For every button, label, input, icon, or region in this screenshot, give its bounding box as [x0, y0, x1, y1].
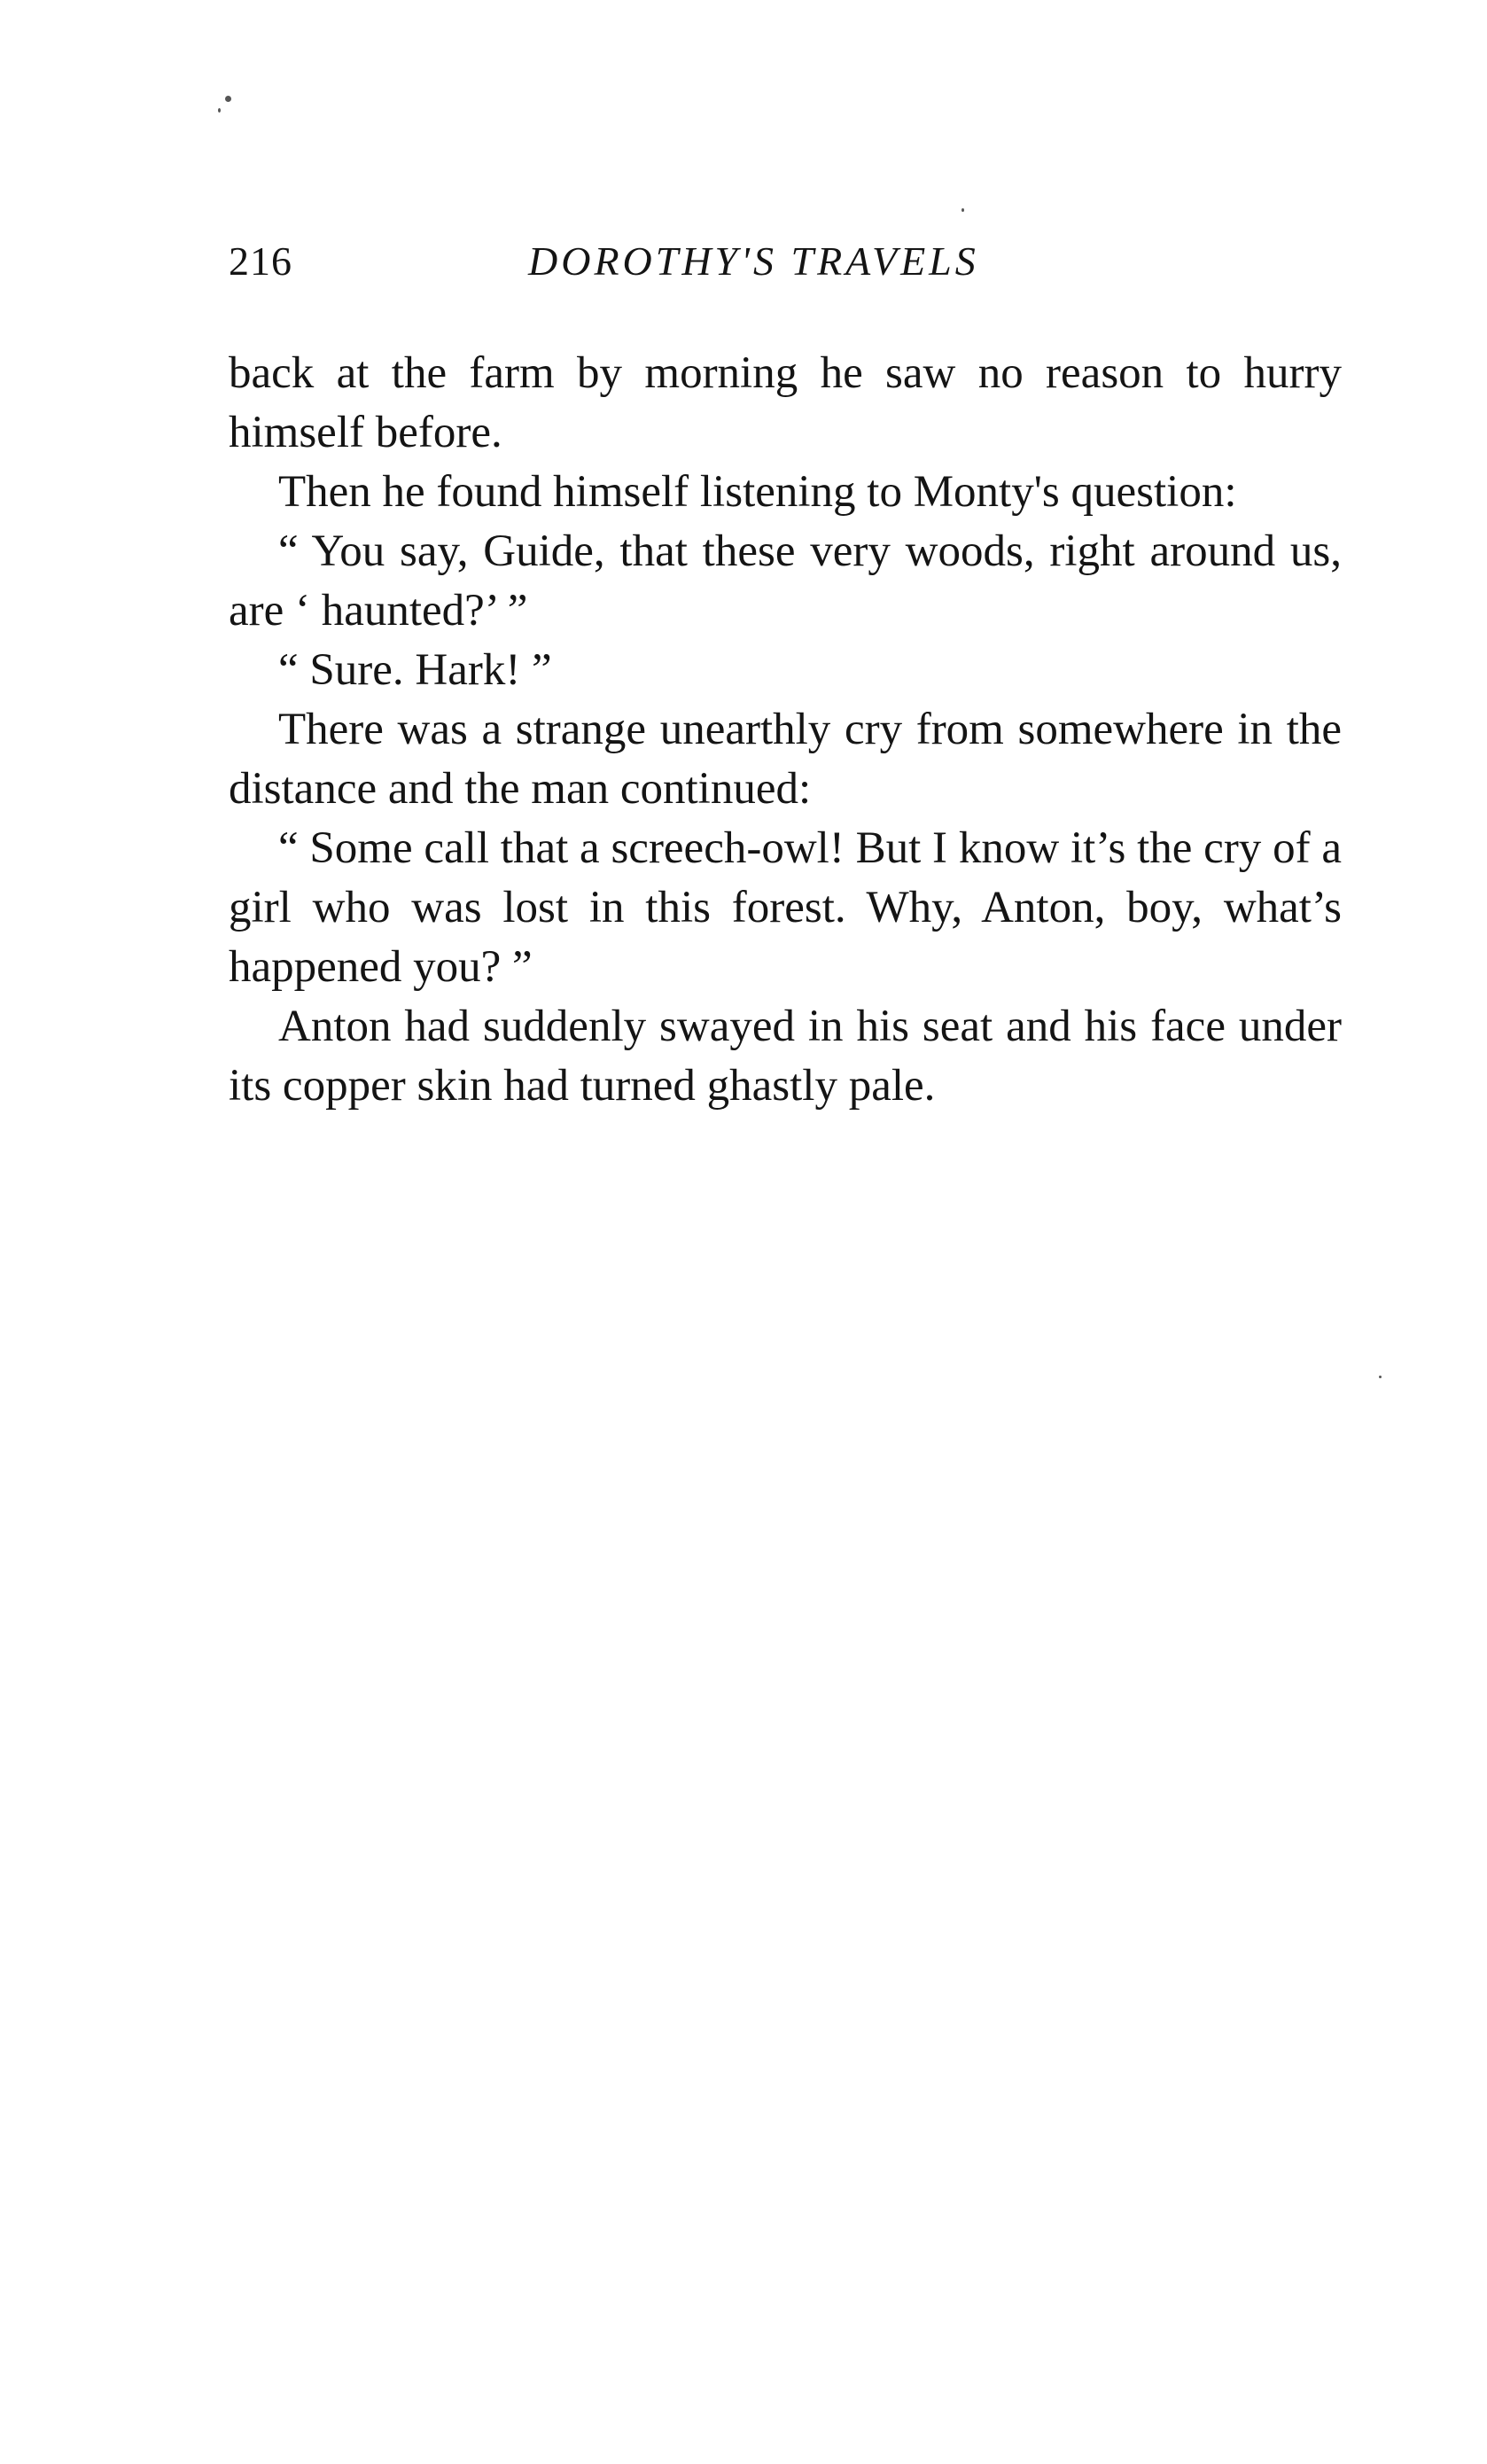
paragraph: There was a strange unearthly cry from somewhere in the distance and the man continued:	[229, 705, 1342, 814]
body-text	[229, 344, 1342, 1116]
paragraph: Then he found himself listening to Monty's question:	[278, 467, 1237, 517]
paragraph: Anton had suddenly swayed in his seat and his face under its copper skin had turned ghastly pale.	[229, 1002, 1342, 1111]
paragraph: back at the farm by morning he saw no reason to hurry himself before.	[229, 348, 1342, 457]
ink-speck	[1379, 1376, 1382, 1378]
ink-speck	[225, 96, 231, 102]
ink-speck	[218, 108, 221, 113]
page-header	[229, 238, 1345, 300]
ink-speck	[961, 208, 964, 212]
paragraph: “ You say, Guide, that these very woods, right around us, are ‘ haunted?’ ”	[229, 526, 1342, 635]
paragraph: “ Some call that a screech-owl! But I know it’s the cry of a girl who was lost in this forest. Why, Anton, boy, what’s happened you? ”	[229, 823, 1342, 992]
running-title: DOROTHY'S TRAVELS	[528, 238, 979, 284]
page-number: 216	[229, 238, 292, 284]
paragraph: “ Sure. Hark! ”	[278, 645, 552, 695]
